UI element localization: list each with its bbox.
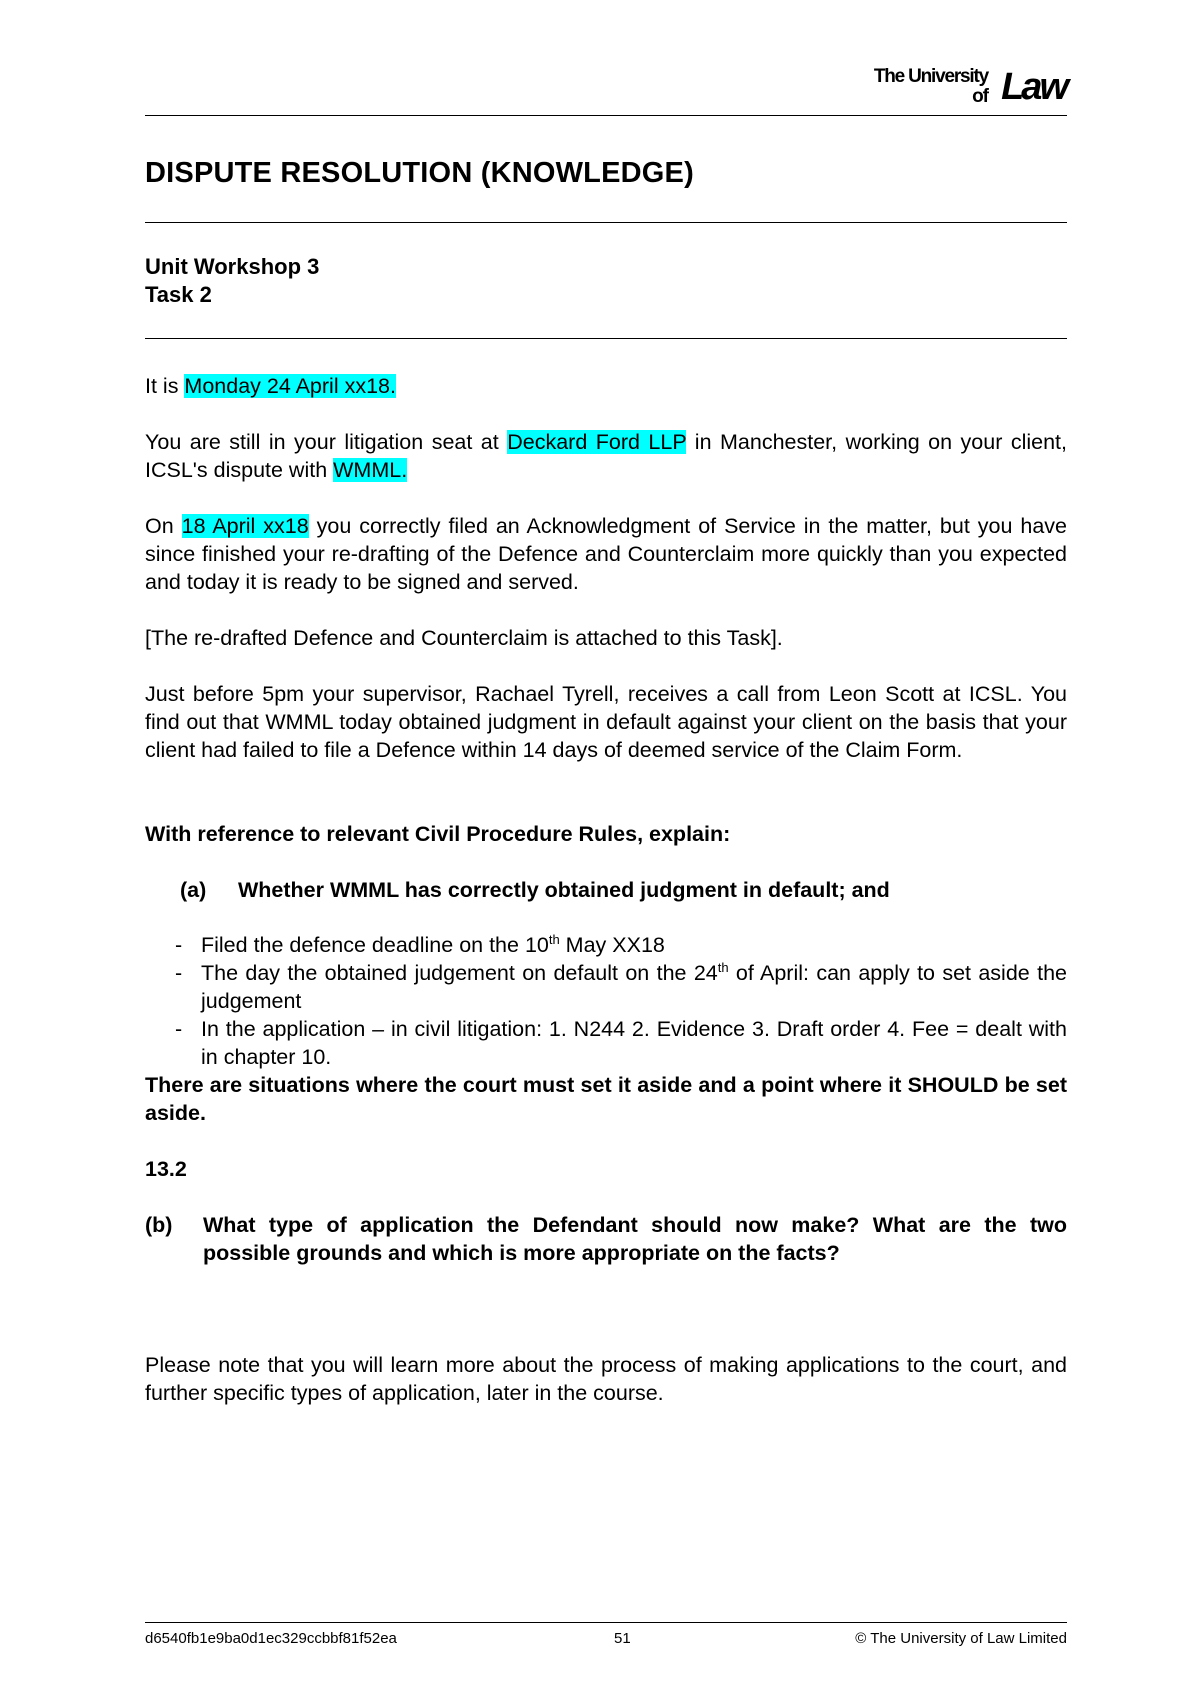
university-logo [856,62,1066,106]
title-rule [145,222,1067,223]
question-a-label: (a) [180,878,207,902]
footer-page-number: 51 [614,1630,631,1647]
question-b-label: (b) [145,1213,173,1237]
note-dash: - [175,961,183,985]
opponent-highlight: WMML. [333,458,408,482]
ack-text-2: you correctly filed an Acknowledgment of Service in the matter, but you have since finished your re-drafting of the Defence and Counterclaim more quickly than you expected and today it is ready to be signed and served. [145,514,1067,594]
seat-text-1: You are still in your litigation seat at [145,430,508,454]
footer-rule [145,1622,1067,1623]
section-reference: 13.2 [145,1157,187,1181]
question-b-text: What type of application the Defendant should now make? What are the two possible grounds and which is more appropriate on the facts? [203,1213,1067,1265]
unit-heading: Unit Workshop 3 [145,254,320,279]
instruction-heading: With reference to relevant Civil Procedure Rules, explain: [145,822,731,846]
note-item: - In the application – in civil litigation: 1. N244 2. Evidence 3. Draft order 4. Fee = dealt with in chapter 10. [175,1017,1067,1069]
question-a-text: Whether WMML has correctly obtained judgment in default; and [238,878,890,902]
paragraph-date [145,372,1067,400]
logo-line-3: Law [1001,66,1066,108]
note-item: - The day the obtained judgement on default on the 24th of April: can apply to set aside the judgement [175,959,1067,1013]
ack-text-1: On [145,514,182,538]
logo-line-1: The University [873,66,988,87]
bold-note: There are situations where the court must set it aside and a point where it SHOULD be set aside. [145,1073,1067,1125]
date-prefix: It is [145,374,185,398]
task-heading: Task 2 [145,282,212,307]
paragraph-scenario: Just before 5pm your supervisor, Rachael Tyrell, receives a call from Leon Scott at ICSL. You find out that WMML today obtained judgment in default against your client on the basis that your client had failed to file a Defence within 14 days of deemed service of the Claim Form. [145,682,1067,762]
paragraph-seat [145,428,1067,484]
seat-text-2: in Manchester, working on your client, ICSL's dispute with [145,430,1067,482]
ack-date-highlight: 18 April xx18 [181,514,309,538]
logo-line-2: of [972,86,988,107]
paragraph-acknowledgment [145,512,1067,596]
page-title: DISPUTE RESOLUTION (KNOWLEDGE) [145,157,694,189]
footer-copyright: © The University of Law Limited [855,1630,1067,1647]
firm-highlight: Deckard Ford LLP [507,430,687,454]
note-dash: - [175,1017,183,1041]
note-item: - Filed the defence deadline on the 10th May XX18 [175,931,665,957]
date-highlight: Monday 24 April xx18. [184,374,396,398]
section-rule [145,338,1067,339]
footer-doc-id: d6540fb1e9ba0d1ec329ccbbf81f52ea [145,1630,397,1647]
notes-list [175,931,1067,1071]
header-rule [145,115,1067,116]
paragraph-attachment-note: [The re-drafted Defence and Counterclaim is attached to this Task]. [145,626,783,650]
closing-paragraph: Please note that you will learn more about the process of making applications to the court, and further specific types of application, later in the course. [145,1353,1067,1405]
note-dash: - [175,933,183,957]
